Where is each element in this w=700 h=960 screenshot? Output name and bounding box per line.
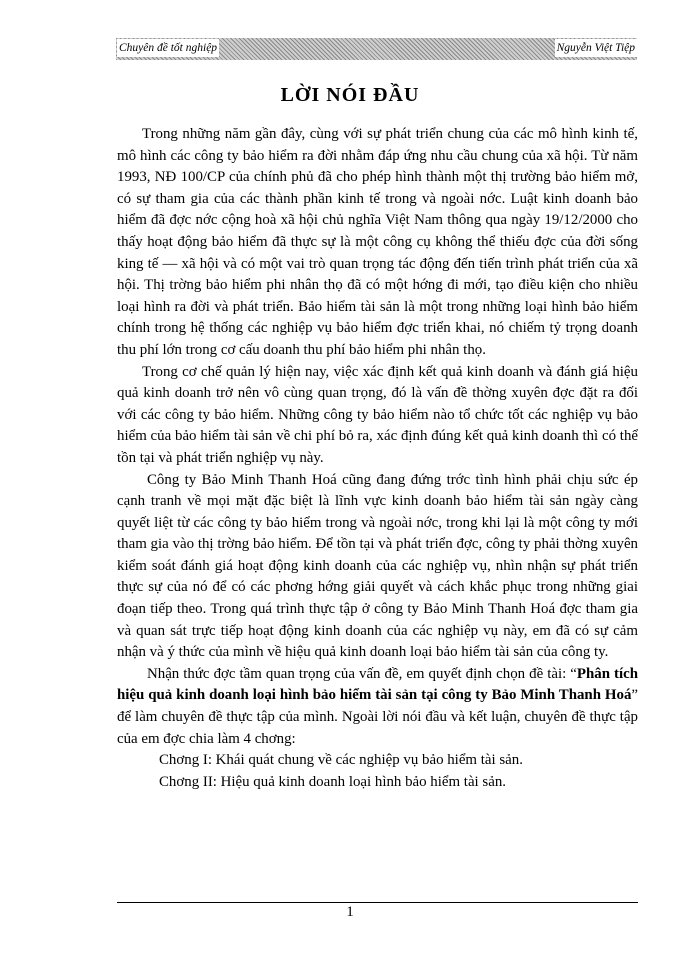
paragraph-3: Công ty Bảo Minh Thanh Hoá cũng đang đứng trớc tình hình phải chịu sức ép cạnh tranh về mọi mặt đặc biệt là lĩnh vực kinh doanh bảo hiểm tài sản ngày càng quyết liệt từ các công ty bảo hiểm trong và ngoài nớc, trong khi lại là một công ty mới tham gia vào thị trờng bảo hiểm. Để tồn tại và phát triển đợc, công ty phải thờng xuyên kiểm soát đánh giá hoạt động kinh doanh của các nghiệp vụ, nhìn nhận sự phát triển thực sự của nó để có các phơng hớng giải quyết và cách khắc phục trong những giai đoạn tiếp theo. Trong quá trình thực tập ở công ty Bảo Minh Thanh Hoá đợc tham gia và quan sát trực tiếp hoạt động kinh doanh của các nghiệp vụ này, em đã có sự cảm nhận và ý thức của mình về hiệu quả kinh doanh loại bảo hiểm tài sản của công ty. <box>117 471 638 661</box>
document-body <box>117 124 638 793</box>
paragraph-2: Trong cơ chế quản lý hiện nay, việc xác định kết quả kinh doanh và đánh giá hiệu quả kinh doanh trở nên vô cùng quan trọng, đó là vấn đề thờng xuyên đợc đặt ra đối với các công ty bảo hiểm. Những công ty bảo hiểm nào tổ chức tốt các nghiệp vụ bảo hiểm của bảo hiểm tài sản về chi phí bỏ ra, xác định đúng kết quả kinh doanh thì có thể tồn tại và phát triển nghiệp vụ này. <box>117 363 638 466</box>
footer-divider <box>117 902 638 903</box>
thesis-topic: Phân tích hiệu quả kinh doanh loại hình bảo hiểm tài sản tại công ty Bảo Minh Thanh Hoá <box>117 665 638 704</box>
page-title: LỜI NÓI ĐẦU <box>280 84 420 106</box>
page-number: 1 <box>346 904 354 920</box>
chapter-1: Chơng I: Khái quát chung về các nghiệp vụ bảo hiểm tài sản. <box>159 752 523 769</box>
paragraph-4-outro: ” để làm chuyên đề thực tập của mình. Ngoài lời nói đầu và kết luận, chuyên đề thực tập của em đợc chia làm 4 chơng: <box>117 687 638 747</box>
paragraph-1: Trong những năm gần đây, cùng với sự phát triển chung của các mô hình kinh tế, mô hình các công ty bảo hiểm ra đời nhằm đáp ứng nhu cầu chung của xã hội. Từ năm 1993, NĐ 100/CP của chính phủ đã cho phép hình thành một thị trường bảo hiểm mở, có sự tham gia của các thành phần kinh tế trong và ngoài nớc. Luật kinh doanh bảo hiểm đã đợc nớc cộng hoà xã hội chủ nghĩa Việt Nam thông qua ngày 19/12/2000 cho thấy hoạt động bảo hiểm đã thực sự là một công cụ không thể thiếu đợc của đời sống king tế — xã hội và có một vai trò quan trọng tác động đến tiến trình phát triển của xã hội. Thị trờng bảo hiểm phi nhân thọ đã có một hớng đi mới, tạo điều kiện cho nhiều loại hình ra đời và phát triển. Bảo hiểm tài sản là một trong những loại hình bảo hiểm chính trong hệ thống các nghiệp vụ bảo hiểm đợc triển khai, nó chiếm tỷ trọng doanh thu phí lớn trong cơ cấu doanh thu phí bảo hiểm phi nhân thọ. <box>117 126 638 358</box>
paragraph-4-intro: Nhận thức đợc tầm quan trọng của vấn đề, em quyết định chọn đề tài: “ <box>147 665 577 682</box>
paragraph-4 <box>117 664 638 750</box>
header-right-text: Nguyễn Việt Tiệp <box>555 39 637 57</box>
chapter-2: Chơng II: Hiệu quả kinh doanh loại hình bảo hiểm tài sản. <box>159 773 506 790</box>
header-left-text: Chuyên đề tốt nghiệp <box>117 39 219 57</box>
